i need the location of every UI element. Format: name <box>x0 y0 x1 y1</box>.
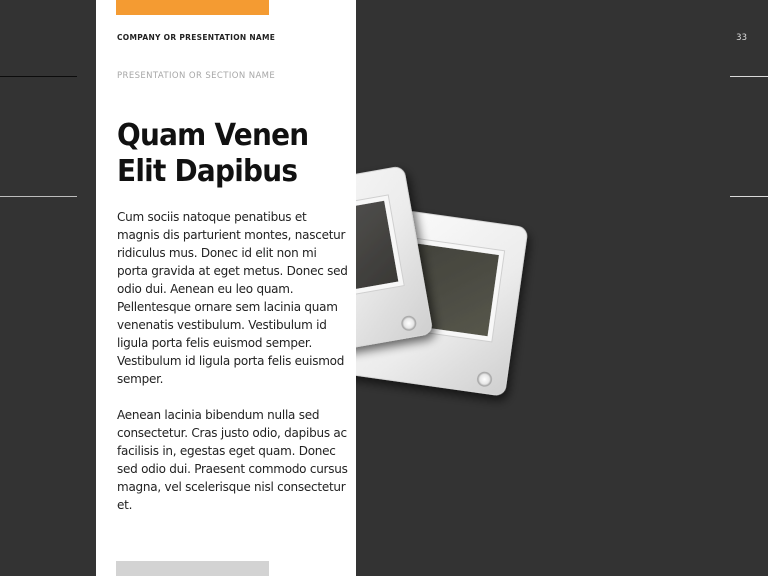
title-line-2: Elit Dapibus <box>117 154 298 189</box>
paragraph-2: Aenean lacinia bibendum nulla sed consectetur. Cras justo odio, dapibus ac facilisis in, egestas eget quam. Donec sed odio dui. Praesent commodo cursus magna, vel scelerisque nisl consectetur et. <box>117 408 348 512</box>
footer-bar <box>116 561 269 576</box>
paragraph-1: Cum sociis natoque penatibus et magnis dis parturient montes, nascetur ridiculus mus. Donec id elit non mi porta gravida at eget metus. Donec sed odio dui. Aenean eu leo quam. Pellentesque ornare sem lacinia quam venenatis vestibulum. Vestibulum id ligula porta felis euismod semper. Vestibulum id ligula porta felis euismod semper. <box>117 210 348 386</box>
page-number: 33 <box>736 33 747 43</box>
right-top-rule <box>730 76 768 77</box>
title-line-1: Quam Venen <box>117 118 309 153</box>
left-middle-rule <box>0 196 77 197</box>
section-name: PRESENTATION OR SECTION NAME <box>117 71 276 81</box>
body-text <box>117 208 349 532</box>
left-top-rule <box>0 76 77 77</box>
slide-title <box>117 118 331 190</box>
company-name: COMPANY OR PRESENTATION NAME <box>117 33 276 42</box>
photo-slides-icon <box>356 150 546 425</box>
accent-bar <box>116 0 269 15</box>
right-middle-rule <box>730 196 768 197</box>
